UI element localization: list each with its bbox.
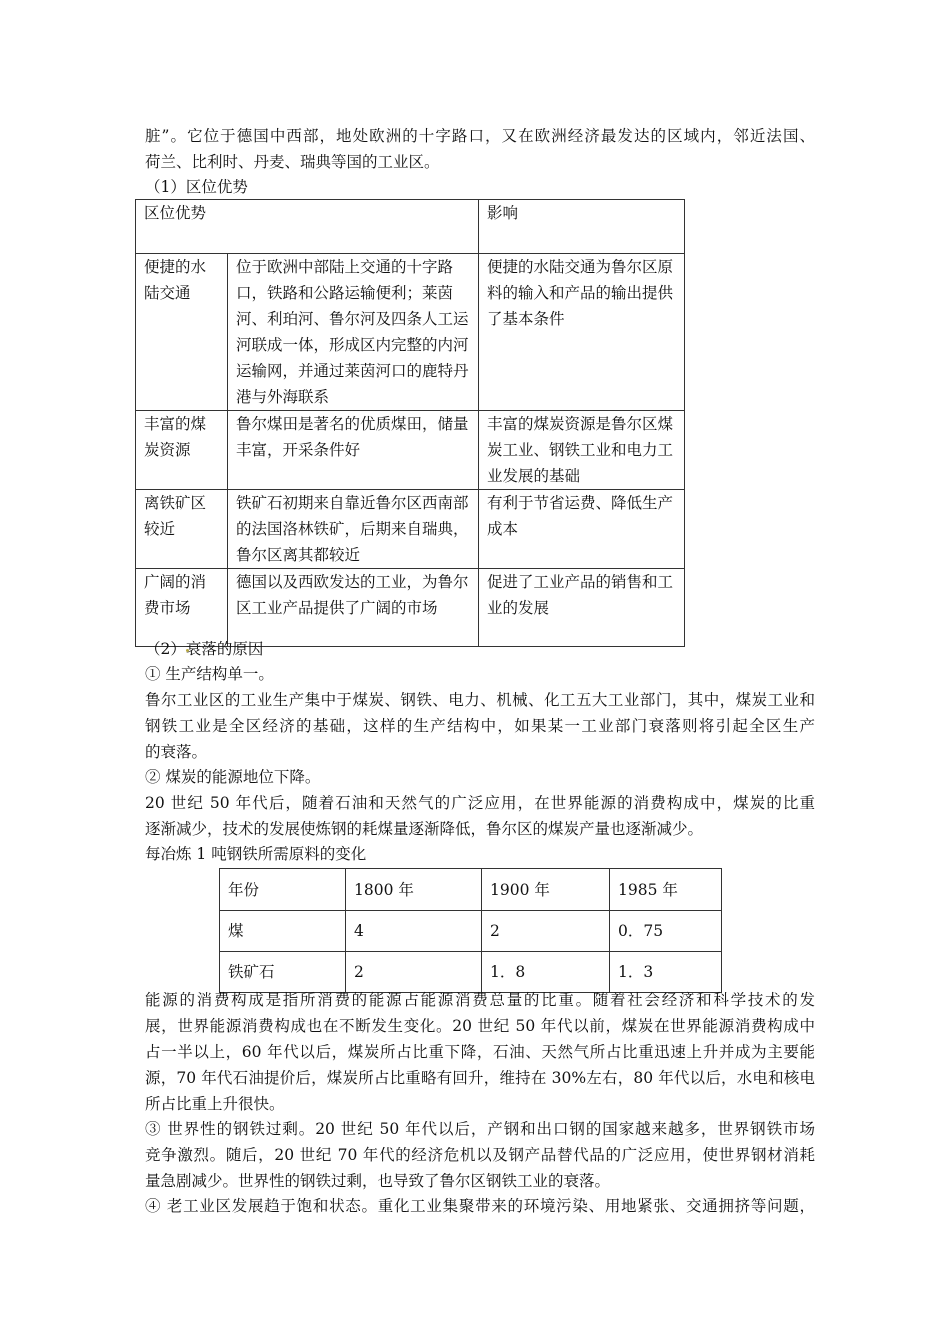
factor-cell: 丰富的煤炭资源	[136, 411, 228, 490]
reason-1-line-3: 的衰落。	[145, 743, 208, 761]
energy-line-2: 展，世界能源消费构成也在不断发生变化。20 世纪 50 年代以前，煤炭在世界能源消费构成中	[145, 1017, 815, 1035]
table-cell: 0．75	[610, 911, 722, 952]
intro-line-1: 脏”。它位于德国中西部，地处欧洲的十字路口，又在欧洲经济最发达的区域内，邻近法国、	[145, 127, 815, 145]
energy-line-3: 占一半以上，60 年代以后，煤炭所占比重下降，石油、天然气所占比重迅速上升并成为主要能	[145, 1043, 815, 1061]
table-cell: 4	[346, 911, 482, 952]
raw-material-table-caption: 每冶炼 1 吨钢铁所需原料的变化	[145, 845, 367, 863]
table-cell: 2	[482, 911, 610, 952]
location-advantage-table	[135, 199, 685, 647]
reason-4-line-1: ④ 老工业区发展趋于饱和状态。重化工业集聚带来的环境污染、用地紧张、交通拥挤等问题，	[145, 1197, 815, 1215]
table-cell: 1．8	[482, 952, 610, 993]
impact-cell: 有利于节省运费、降低生产成本	[479, 490, 685, 569]
reason-2-line-1: 20 世纪 50 年代后，随着石油和天然气的广泛应用，在世界能源的消费构成中，煤炭的比重	[145, 794, 815, 812]
header-cell: 1800 年	[346, 869, 482, 911]
reason-1-line-1: 鲁尔工业区的工业生产集中于煤炭、钢铁、电力、机械、化工五大工业部门，其中，煤炭工业和	[145, 691, 815, 709]
detail-cell: 德国以及西欧发达的工业，为鲁尔区工业产品提供了广阔的市场	[228, 569, 479, 647]
section-1-title: （1）区位优势	[145, 178, 248, 196]
detail-cell: 铁矿石初期来自靠近鲁尔区西南部的法国洛林铁矿，后期来自瑞典，鲁尔区离其都较近	[228, 490, 479, 569]
reason-2-line-2: 逐渐减少，技术的发展使炼钢的耗煤量逐渐降低，鲁尔区的煤炭产量也逐渐减少。	[145, 820, 704, 838]
reason-2-title: ② 煤炭的能源地位下降。	[145, 768, 321, 786]
header-cell: 1985 年	[610, 869, 722, 911]
header-cell: 年份	[220, 869, 346, 911]
reason-1-line-2: 钢铁工业是全区经济的基础，这样的生产结构中，如果某一工业部门衰落则将引起全区生产	[145, 717, 815, 735]
factor-cell: 离铁矿区较近	[136, 490, 228, 569]
table-cell: 煤	[220, 911, 346, 952]
impact-cell: 促进了工业产品的销售和工业的发展	[479, 569, 685, 647]
raw-material-table	[219, 868, 722, 993]
reason-3-line-3: 量急剧减少。世界性的钢铁过剩，也导致了鲁尔区钢铁工业的衰落。	[145, 1172, 611, 1190]
factor-cell: 便捷的水陆交通	[136, 254, 228, 411]
header-impact: 影响	[479, 200, 685, 254]
table-row	[136, 411, 685, 490]
intro-line-2: 荷兰、比利时、丹麦、瑞典等国的工业区。	[145, 153, 440, 171]
reason-3-line-1: ③ 世界性的钢铁过剩。20 世纪 50 年代以后，产钢和出口钢的国家越来越多，世界钢铁市场	[145, 1120, 815, 1138]
energy-line-4: 源，70 年代石油提价后，煤炭所占比重略有回升，维持在 30%左右，80 年代以后，水电和核电	[145, 1069, 815, 1087]
table-row	[136, 490, 685, 569]
energy-line-1: 能源的消费构成是指所消费的能源占能源消费总量的比重。随着社会经济和科学技术的发	[145, 991, 815, 1009]
table-cell: 1．3	[610, 952, 722, 993]
table-row	[136, 569, 685, 647]
detail-cell: 鲁尔煤田是著名的优质煤田，储量丰富，开采条件好	[228, 411, 479, 490]
factor-cell: 广阔的消费市场	[136, 569, 228, 647]
energy-line-5: 所占比重上升很快。	[145, 1095, 285, 1113]
impact-cell: 便捷的水陆交通为鲁尔区原料的输入和产品的输出提供了基本条件	[479, 254, 685, 411]
section-2-title: （2）衰落的原因	[145, 640, 264, 658]
detail-cell: 位于欧洲中部陆上交通的十字路口，铁路和公路运输便利；莱茵河、利珀河、鲁尔河及四条人工运河联成一体，形成区内完整的内河运输网，并通过莱茵河口的鹿特丹港与外海联系	[228, 254, 479, 411]
table-row	[220, 911, 722, 952]
table-cell: 铁矿石	[220, 952, 346, 993]
impact-cell: 丰富的煤炭资源是鲁尔区煤炭工业、钢铁工业和电力工业发展的基础	[479, 411, 685, 490]
header-cell: 1900 年	[482, 869, 610, 911]
table-cell: 2	[346, 952, 482, 993]
reason-1-title: ① 生产结构单一。	[145, 665, 274, 683]
reason-3-line-2: 竞争激烈。随后，20 世纪 70 年代的经济危机以及钢产品替代品的广泛应用，使世界钢材消耗	[145, 1146, 815, 1164]
table-row	[136, 254, 685, 411]
header-location-advantage: 区位优势	[136, 200, 479, 254]
table-header-row	[136, 200, 685, 254]
table-header-row	[220, 869, 722, 911]
